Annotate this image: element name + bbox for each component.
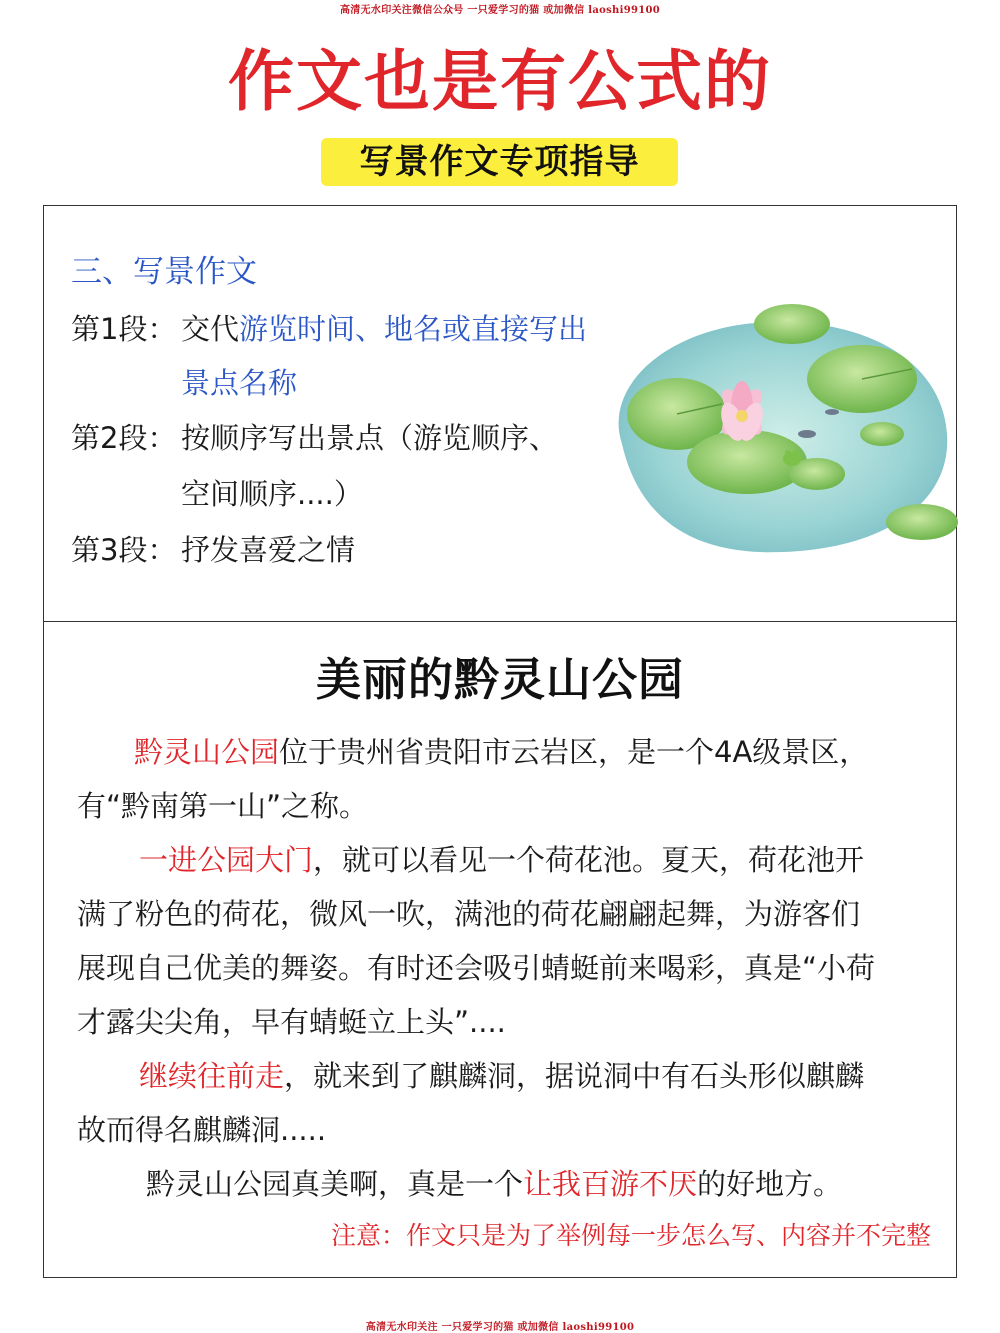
essay-line: 故而得名麒麟洞..... (77, 1113, 327, 1147)
essay-line (139, 1056, 864, 1096)
note-text: 注意：作文只是为了举例每一步怎么写、内容并不完整 (330, 1221, 931, 1250)
lotus-pond-illustration (582, 294, 958, 564)
section-heading: 三、写景作文 (71, 254, 257, 290)
paragraph-text: 按顺序写出景点（游览顺序、 (181, 421, 559, 455)
essay-line (139, 840, 864, 880)
top-watermark: 高清无水印关注微信公众号 一只爱学习的猫 或加微信 laoshi99100 (340, 5, 660, 16)
essay-line: 有“黔南第一山”之称。 (77, 789, 369, 823)
paragraph-label: 第3段： (71, 533, 177, 567)
subtitle-banner: 写景作文专项指导 (321, 138, 678, 186)
highlight-text: 一进公园大门 (139, 843, 314, 877)
paragraph-continuation: 景点名称 (181, 366, 298, 400)
essay-title: 美丽的黔灵山公园 (315, 653, 684, 706)
essay-line (134, 732, 868, 772)
page-title: 作文也是有公式的 (228, 42, 772, 120)
paragraph-label: 第2段： (71, 421, 177, 455)
body-text: 黔灵山公园真美啊，真是一个 (146, 1167, 524, 1201)
body-text: 的好地方。 (697, 1167, 843, 1201)
highlight-text: 继续往前走 (139, 1059, 285, 1093)
paragraph-label: 第1段： (71, 312, 177, 346)
essay-line: 展现自己优美的舞姿。有时还会吸引蜻蜓前来喝彩，真是“小荷 (77, 951, 876, 985)
guide-paragraph-3 (71, 530, 355, 570)
highlight-text: 让我百游不厌 (523, 1167, 698, 1201)
body-text: 位于贵州省贵阳市云岩区，是一个4A级景区， (279, 735, 869, 769)
guide-paragraph-1 (71, 309, 587, 349)
essay-line: 满了粉色的荷花，微风一吹，满池的荷花翩翩起舞，为游客们 (77, 897, 861, 931)
essay-box (43, 621, 957, 1278)
bottom-watermark: 高清无水印关注 一只爱学习的猫 或加微信 laoshi99100 (365, 1322, 635, 1333)
guide-box (43, 205, 957, 622)
body-text: ，就来到了麒麟洞，据说洞中有石头形似麒麟 (284, 1059, 865, 1093)
highlight-text: 黔灵山公园 (134, 735, 280, 769)
essay-line: 才露尖尖角，早有蜻蜓立上头”.... (77, 1005, 506, 1039)
paragraph-continuation: 空间顺序....） (181, 477, 363, 511)
body-text: ，就可以看见一个荷花池。夏天，荷花池开 (313, 843, 865, 877)
guide-paragraph-2 (71, 418, 558, 458)
paragraph-text: 抒发喜爱之情 (181, 533, 356, 567)
paragraph-text: 交代 (181, 312, 240, 346)
paragraph-highlight: 游览时间、地名或直接写出 (239, 312, 588, 346)
essay-line (146, 1164, 842, 1204)
